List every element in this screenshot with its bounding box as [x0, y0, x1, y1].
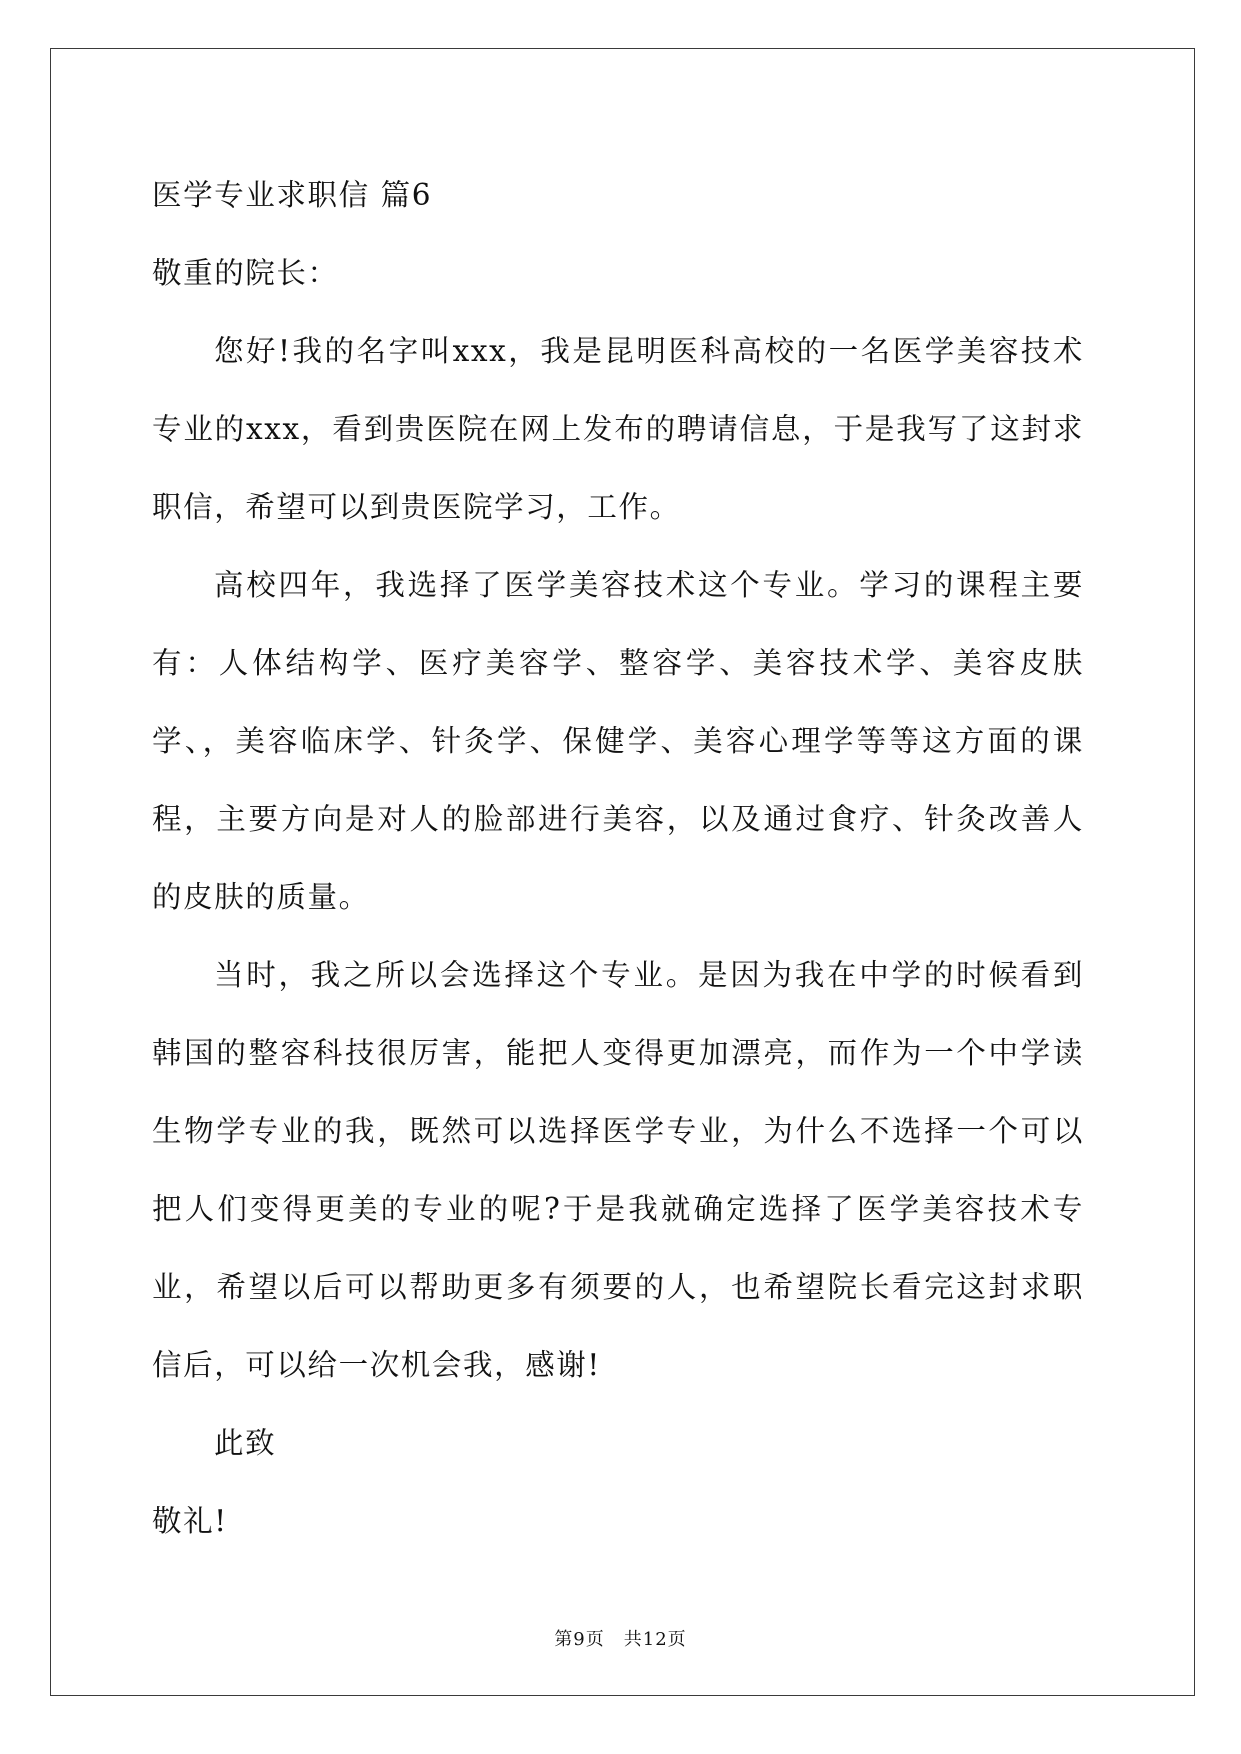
page-footer: 第9页 共12页 — [554, 1629, 687, 1650]
document-title: 医学专业求职信 篇6 — [152, 178, 433, 212]
paragraph-2: 高校四年，我选择了医学美容技术这个专业。学习的课程主要有：人体结构学、医疗美容学、整容学、美容技术学、美容皮肤学、，美容临床学、针灸学、保健学、美容心理学等等这方面的课程，主要方向是对人的脸部进行美容，以及通过食疗、针灸改善人的皮肤的质量。 — [152, 568, 1084, 914]
salutation: 敬重的院长： — [152, 256, 339, 290]
paragraph-1: 您好!我的名字叫xxx，我是昆明医科高校的一名医学美容技术专业的xxx，看到贵医院在网上发布的聘请信息，于是我写了这封求职信，希望可以到贵医院学习，工作。 — [152, 334, 1084, 524]
letter-body — [152, 156, 1084, 1560]
closing-text: 此致 — [214, 1426, 277, 1460]
paragraph-3: 当时，我之所以会选择这个专业。是因为我在中学的时候看到韩国的整容科技很厉害，能把人变得更加漂亮，而作为一个中学读生物学专业的我，既然可以选择医学专业，为什么不选择一个可以把人们变得更美的专业的呢?于是我就确定选择了医学美容技术专业，希望以后可以帮助更多有须要的人，也希望院长看完这封求职信后，可以给一次机会我，感谢! — [152, 958, 1084, 1382]
regards-text: 敬礼! — [152, 1504, 228, 1538]
